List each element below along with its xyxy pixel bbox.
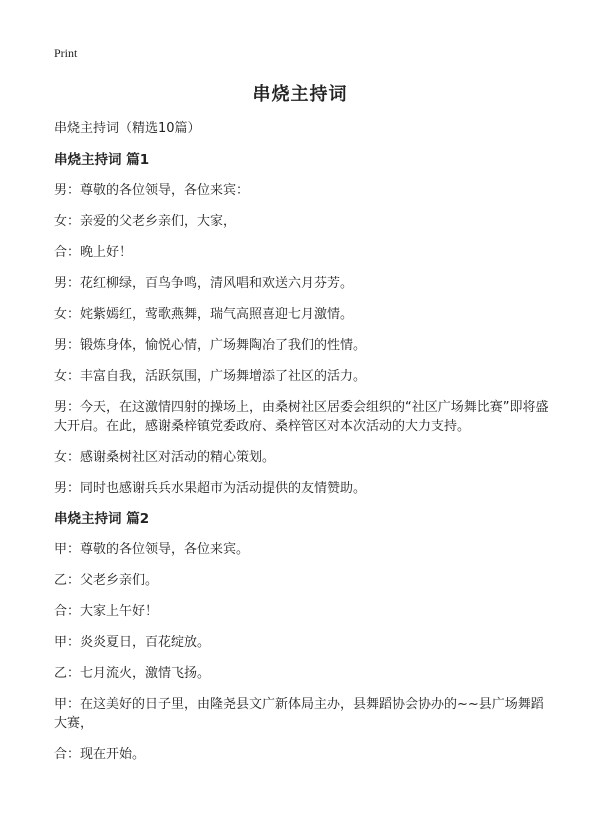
- script-line: 合：晚上好！: [54, 245, 133, 260]
- script-line: 乙：父老乡亲们。: [54, 573, 159, 588]
- script-line: 男：同时也感谢兵兵水果超市为活动提供的友情赞助。: [54, 481, 367, 496]
- section-1: [54, 151, 554, 498]
- section-2: [54, 510, 554, 764]
- print-link[interactable]: Print: [54, 46, 78, 60]
- script-line: 乙：七月流火，激情飞扬。: [54, 666, 211, 681]
- script-line: 女：姹紫嫣红，莺歌燕舞，瑞气高照喜迎七月激情。: [54, 307, 354, 322]
- script-line: 男：花红柳绿，百鸟争鸣，清风唱和欢送六月芬芳。: [54, 276, 354, 291]
- section-heading: 串烧主持词 篇1: [54, 152, 150, 168]
- script-line: 女：丰富自我，活跃氛围，广场舞增添了社区的活力。: [54, 369, 367, 384]
- script-line: 女：感谢桑树社区对活动的精心策划。: [54, 450, 276, 465]
- script-line: 合：现在开始。: [54, 747, 146, 762]
- document-body: [54, 120, 554, 776]
- script-line: 合：大家上午好！: [54, 604, 159, 619]
- script-line: 甲：尊敬的各位领导，各位来宾。: [54, 542, 250, 557]
- script-line: 甲：在这美好的日子里，由隆尧县文广新体局主办，县舞蹈协会协办的~~县广场舞蹈大赛，: [54, 697, 544, 731]
- script-line: 甲：炎炎夏日，百花绽放。: [54, 635, 211, 650]
- section-heading: 串烧主持词 篇2: [54, 511, 150, 527]
- script-line: 女：亲爱的父老乡亲们，大家，: [54, 214, 237, 229]
- script-line: 男：今天，在这激情四射的操场上，由桑树社区居委会组织的“社区广场舞比赛”即将盛大开启。在此，感谢桑梓镇党委政府、桑梓管区对本次活动的大力支持。: [54, 400, 549, 434]
- document-subtitle: 串烧主持词（精选10篇）: [54, 121, 201, 136]
- script-line: 男：尊敬的各位领导，各位来宾：: [54, 183, 250, 198]
- script-line: 男：锻炼身体，愉悦心情，广场舞陶冶了我们的性情。: [54, 338, 367, 353]
- page-title: 串烧主持词: [252, 84, 348, 105]
